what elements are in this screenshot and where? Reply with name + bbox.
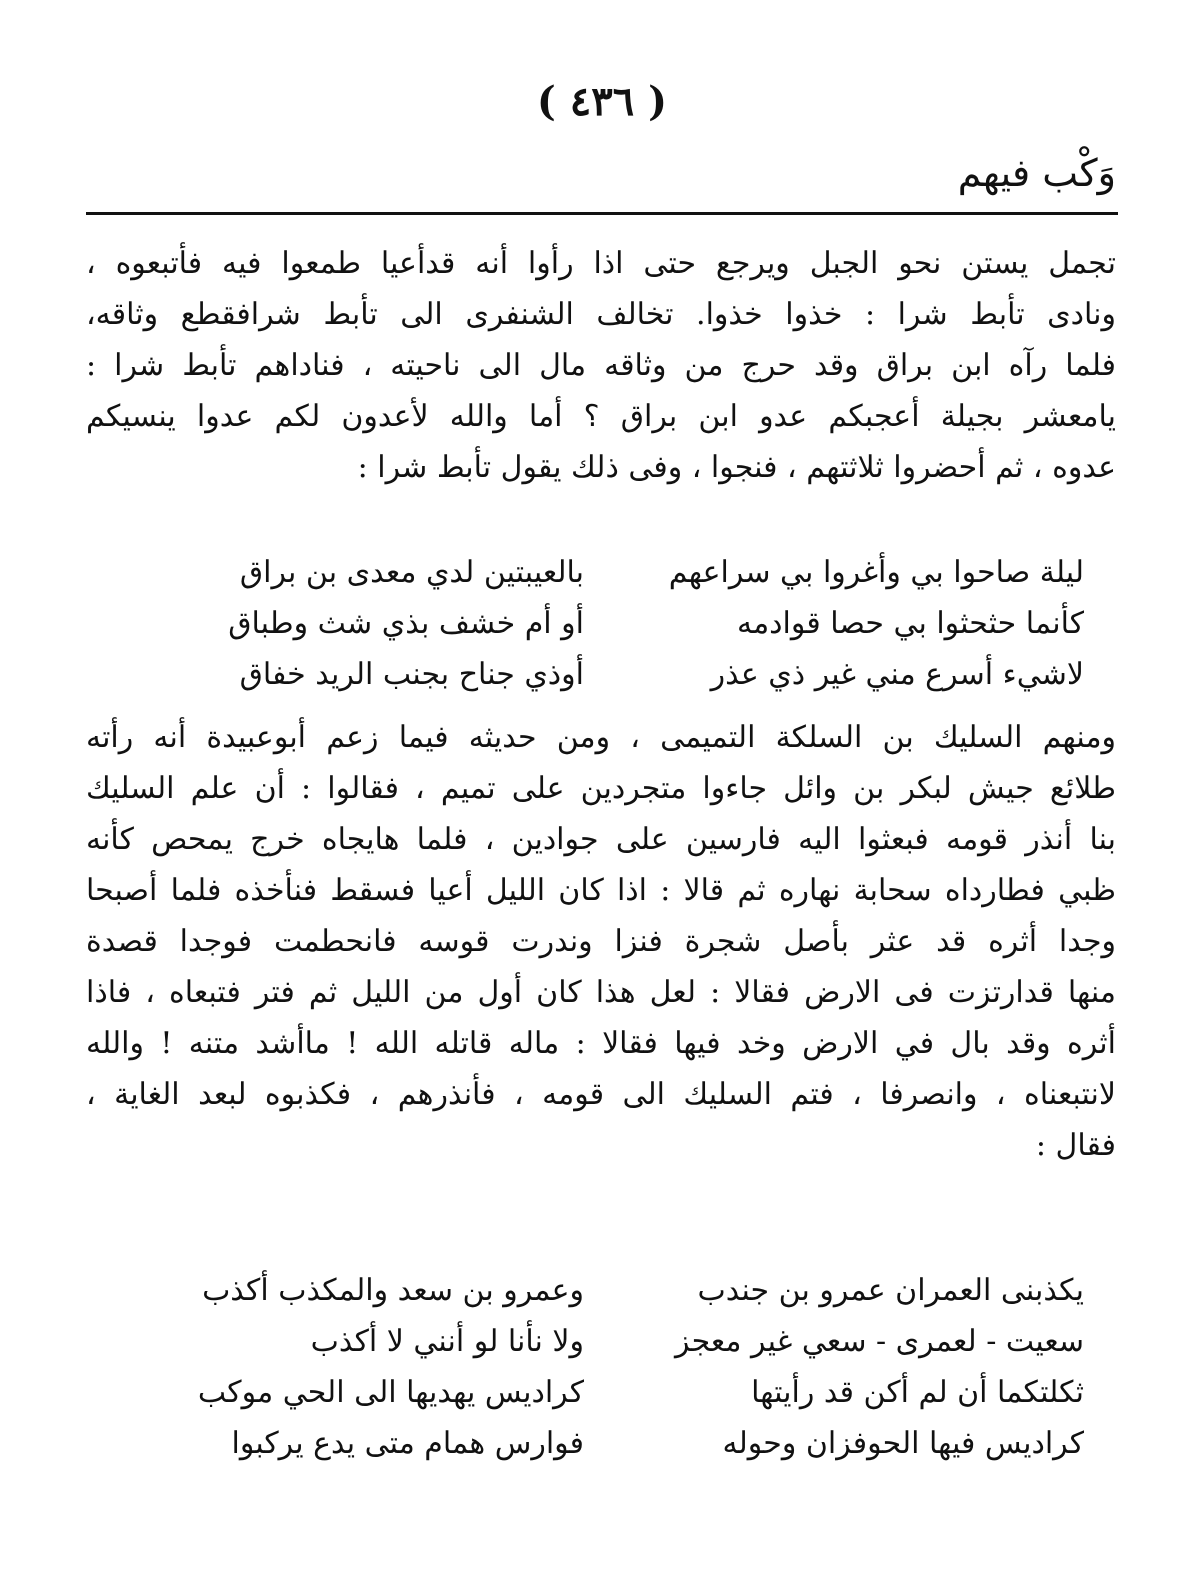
text-line: فلما رآه ابن براق وقد حرج من وثاقه مال الى ناحيته ، فناداهم تأبط شرا : [86, 348, 1116, 383]
text-line: تجمل يستن نحو الجبل ويرجع حتى اذا رأوا أنه قدأعيا طمعوا فيه فأتبعوه ، [86, 246, 1116, 281]
text-line: عدوه ، ثم أحضروا ثلاثتهم ، فنجوا ، وفى ذلك يقول تأبط شرا : [357, 450, 1116, 485]
first-hemistich: كراديس فيها الحوفزان وحوله [722, 1426, 1084, 1461]
text-line: يامعشر بجيلة أعجبكم عدو ابن براق ؟ أما والله لأعدون لكم عدوا ينسيكم [86, 399, 1116, 434]
verse-line [124, 598, 1084, 649]
second-hemistich: أوذي جناح بجنب الريد خفاق [239, 657, 584, 692]
text-line: فقال : [1035, 1128, 1116, 1163]
verse-line [124, 1418, 1084, 1469]
text-line: لانتبعناه ، وانصرفا ، فتم السليك الى قومه ، فأنذرهم ، فكذبوه لبعد الغاية ، [86, 1077, 1116, 1112]
text-line: منها قدارتزت فى الارض فقالا : لعل هذا كان أول من الليل ثم فتر فتبعاه ، فاذا [86, 975, 1116, 1010]
second-hemistich: فوارس همام متى يدع يركبوا [231, 1426, 584, 1461]
verse-line [124, 1316, 1084, 1367]
verse-line [124, 547, 1084, 598]
first-hemistich: لاشيء أسرع مني غير ذي عذر [710, 657, 1084, 692]
text-line: ونادى تأبط شرا : خذوا خذوا. تخالف الشنفرى الى تأبط شرافقطع وثاقه، [86, 297, 1116, 332]
text-line: وجدا أثره قد عثر بأصل شجرة فنزا وندرت قوسه فانحطمت فوجدا قصدة [86, 924, 1116, 959]
first-hemistich: سعيت - لعمرى - سعي غير معجز [675, 1324, 1084, 1359]
second-hemistich: أو أم خشف بذي شث وطباق [228, 606, 584, 641]
second-hemistich: ولا نأنا لو أنني لا أكذب [310, 1324, 584, 1359]
first-hemistich: ثكلتكما أن لم أكن قد رأيتها [751, 1375, 1084, 1410]
first-hemistich: كأنما حثحثوا بي حصا قوادمه [737, 606, 1084, 641]
second-hemistich: بالعيبتين لدي معدى بن براق [239, 555, 584, 590]
paragraph-1 [86, 238, 1116, 493]
verse-line [124, 1367, 1084, 1418]
poem-1 [124, 547, 1084, 700]
text-line: أثره وقد بال في الارض وخد فيها فقالا : ماله قاتله الله ! ماأشد متنه ! والله [86, 1026, 1116, 1061]
second-hemistich: وعمرو بن سعد والمكذب أكذب [202, 1273, 584, 1308]
verse-line [124, 649, 1084, 700]
header-rule [86, 212, 1118, 215]
text-line: بنا أنذر قومه فبعثوا اليه فارسين على جوادين ، فلما هايجاه خرج يمحص كأنه [86, 822, 1116, 857]
second-hemistich: كراديس يهديها الى الحي موكب [197, 1375, 584, 1410]
text-line: ظبي فطارداه سحابة نهاره ثم قالا : اذا كان الليل أعيا فسقط فنأخذه فلما أصبحا [86, 873, 1116, 908]
text-line: طلائع جيش لبكر بن وائل جاءوا متجردين على تميم ، فقالوا : أن علم السليك [86, 771, 1116, 806]
first-hemistich: يكذبنى العمران عمرو بن جندب [697, 1273, 1084, 1308]
first-hemistich: ليلة صاحوا بي وأغروا بي سراعهم [668, 555, 1084, 590]
running-header: وَكْب فيهم [957, 151, 1116, 195]
text-line: ومنهم السليك بن السلكة التميمى ، ومن حديثه فيما زعم أبوعبيدة أنه رأته [86, 720, 1116, 755]
verse-line [124, 1265, 1084, 1316]
page-number: ( ٤٣٦ ) [536, 78, 668, 125]
paragraph-2 [86, 712, 1116, 1171]
poem-2 [124, 1265, 1084, 1469]
